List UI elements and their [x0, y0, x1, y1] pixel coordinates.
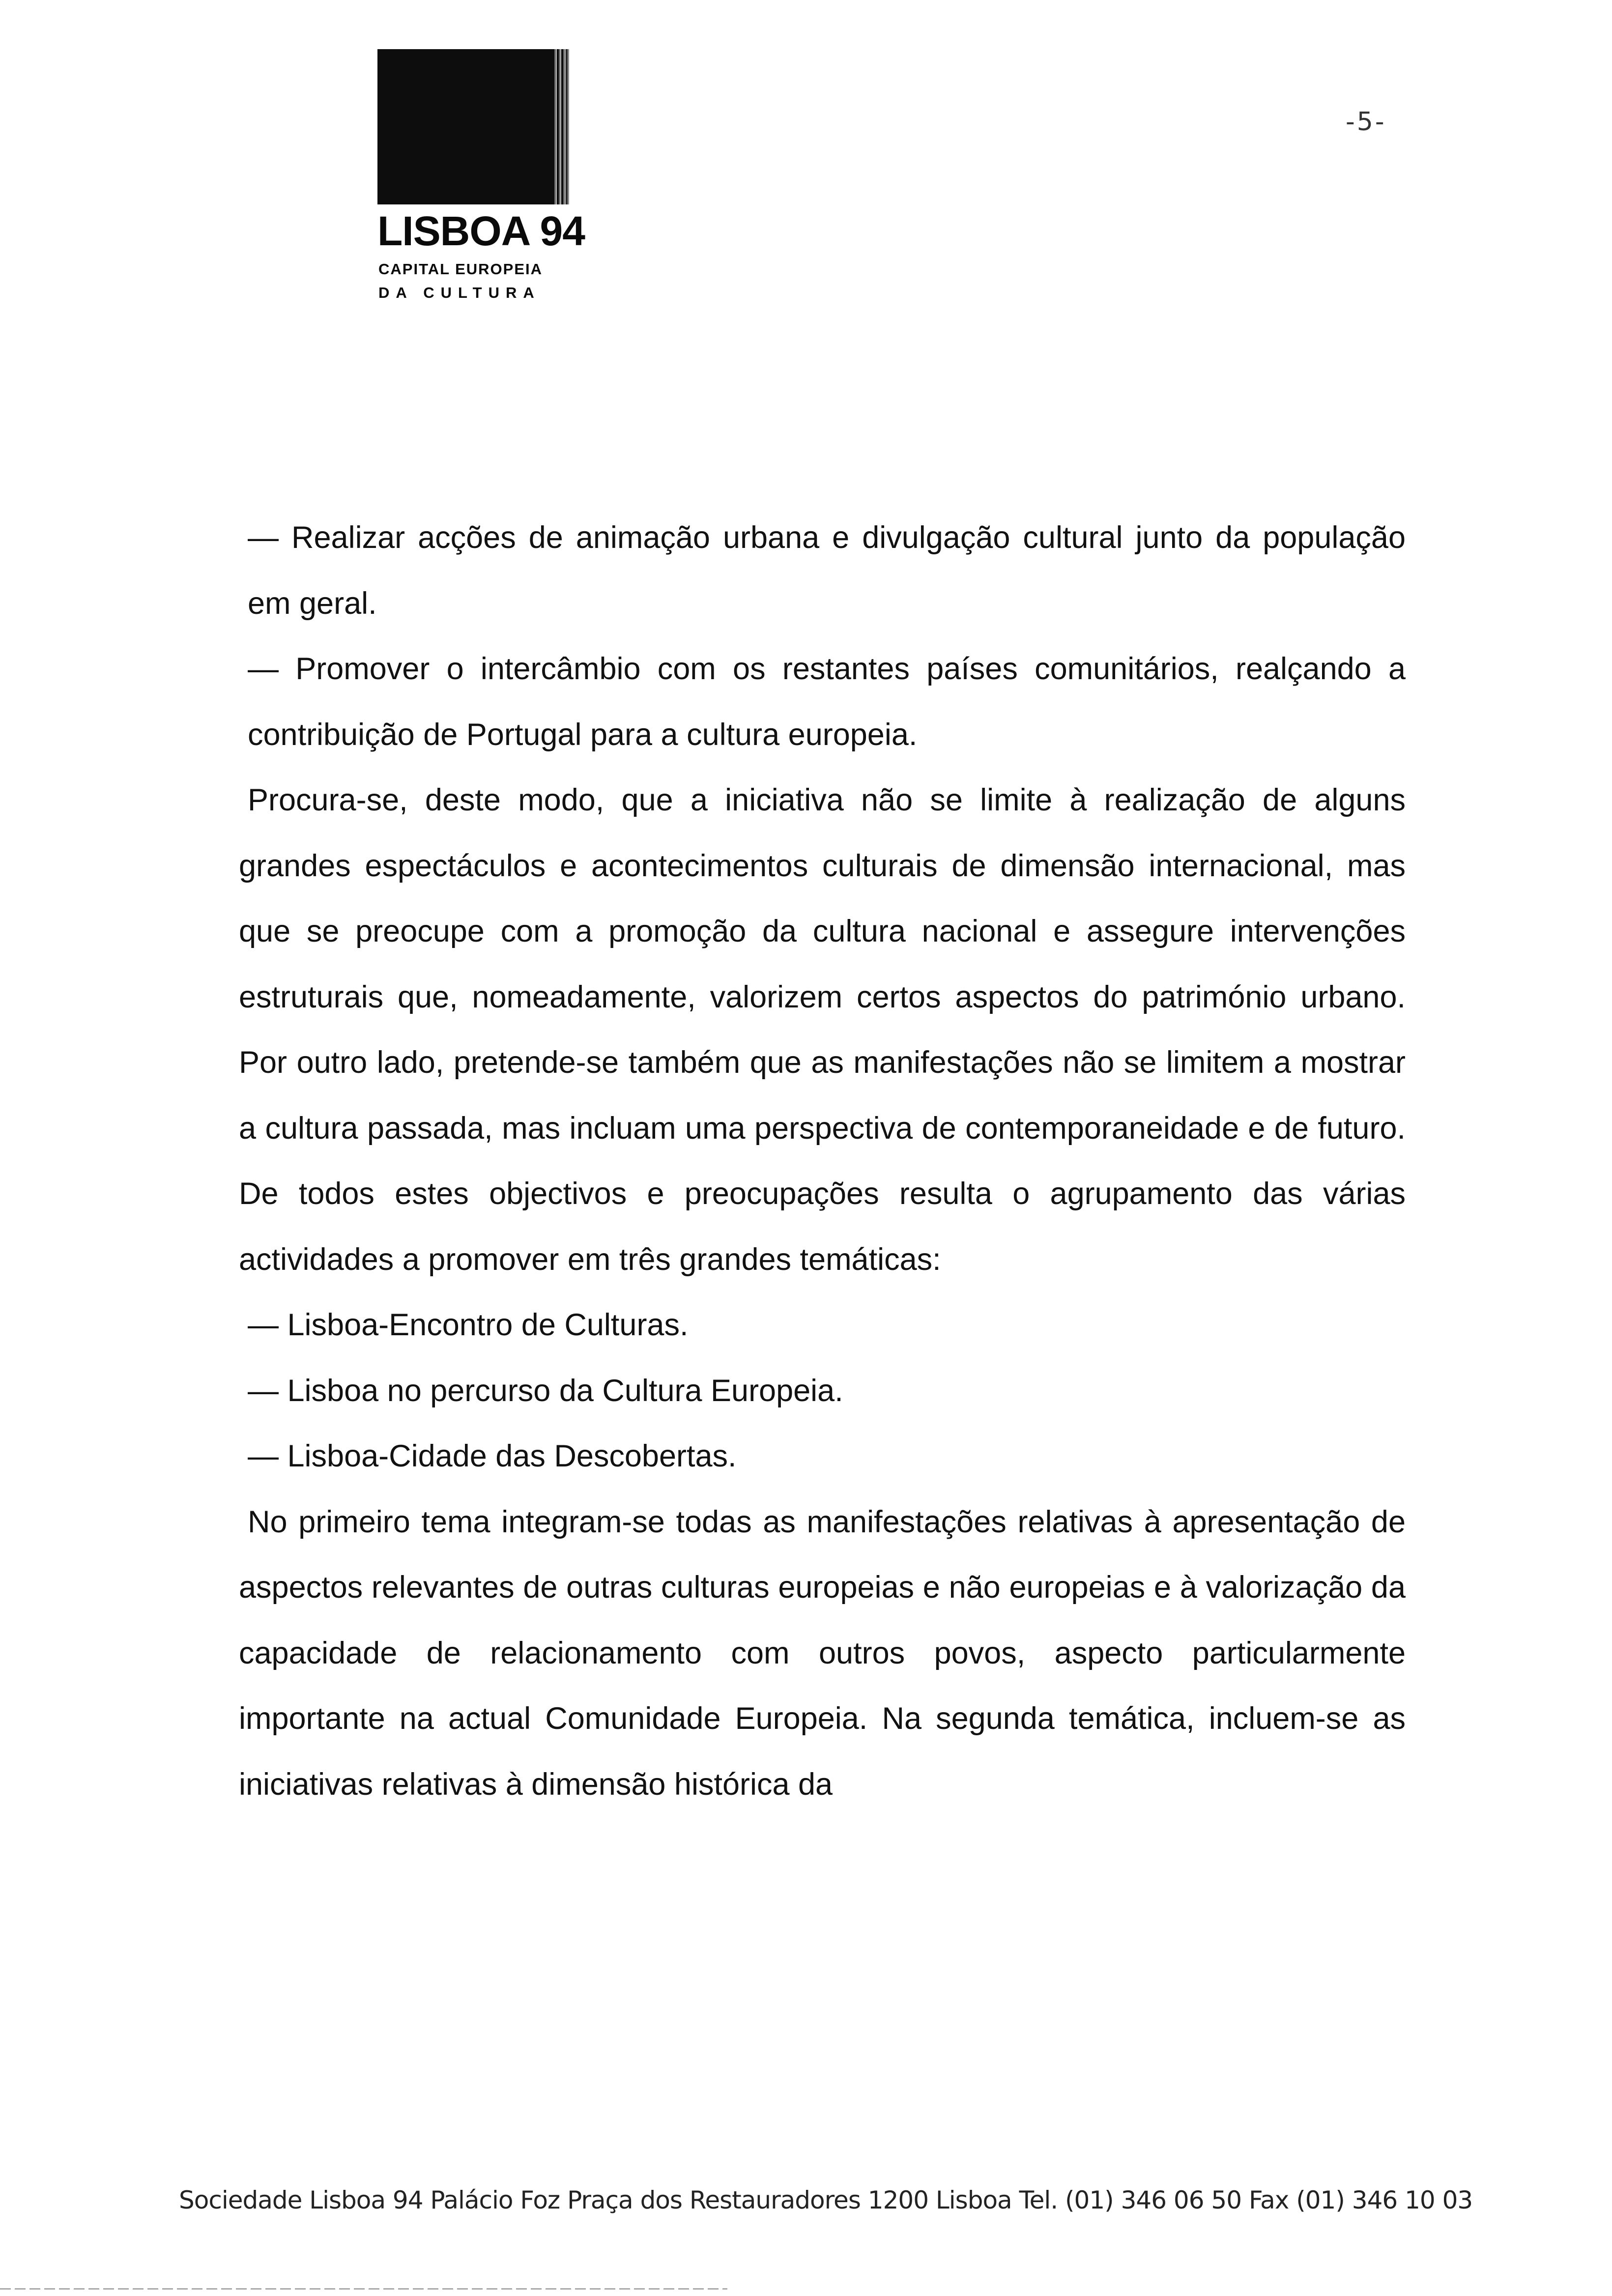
paragraph-objective-urban-animation: — Realizar acções de animação urbana e divulgação cultural junto da população em geral.: [248, 520, 1406, 621]
logo-title: LISBOA 94: [377, 208, 585, 254]
theme-item-cultura-europeia: — Lisboa no percurso da Cultura Europeia.: [248, 1373, 843, 1408]
document-body: [239, 505, 1406, 1817]
footer-address: Sociedade Lisboa 94 Palácio Foz Praça dos Restauradores 1200 Lisboa Tel. (01) 346 06 50 Fax (01) 346 10 03: [179, 2186, 1473, 2214]
logo-subtitle-line1: CAPITAL EUROPEIA: [378, 260, 543, 278]
logo-mark: [377, 49, 566, 204]
logo-subtitle-line2: DA CULTURA: [378, 284, 541, 301]
paragraph-first-theme: No primeiro tema integram-se todas as manifestações relativas à apresentação de aspectos relevantes de outras culturas europeias e não europeias e à valorização da capacidade de relacionamento com outros povos, aspecto particularmente importante na actual Comunidade Europeia. Na segunda temática, incluem-se as iniciativas relativas à dimensão histórica da: [239, 1504, 1406, 1802]
theme-item-cidade-descobertas: — Lisboa-Cidade das Descobertas.: [248, 1439, 737, 1473]
paragraph-initiative-scope: Procura-se, deste modo, que a iniciativa não se limite à realização de alguns grandes espectáculos e acontecimentos culturais de dimensão internacional, mas que se preocupe com a promoção da cultura nacional e assegure intervenções estruturais que, nomeadamente, valorizem certos aspectos do património urbano. Por outro lado, pretende-se também que as manifestações não se limitem a mostrar a cultura passada, mas incluam uma perspectiva de contemporaneidade e de futuro. De todos estes objectivos e preocupações resulta o agrupamento das várias actividades a promover em três grandes temáticas:: [239, 783, 1406, 1277]
theme-item-encontro-culturas: — Lisboa-Encontro de Culturas.: [248, 1308, 689, 1342]
bottom-scan-rule: [0, 2288, 727, 2290]
page-number: -5-: [1346, 107, 1386, 137]
paragraph-objective-exchange: — Promover o intercâmbio com os restantes países comunitários, realçando a contribuição de Portugal para a cultura europeia.: [248, 652, 1406, 752]
